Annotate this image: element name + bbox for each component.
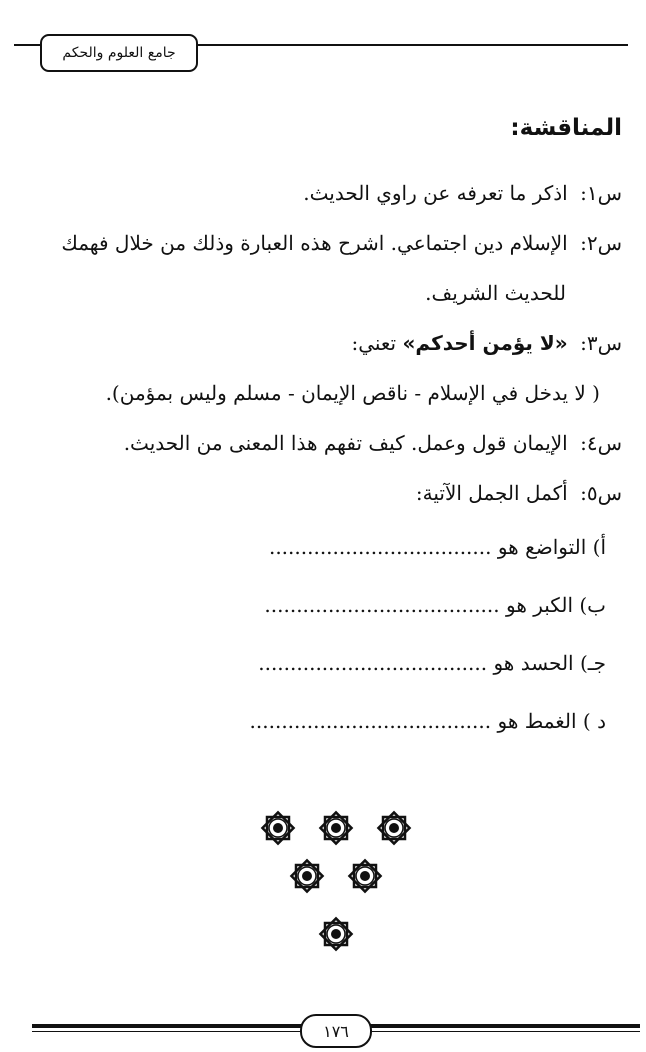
eight-point-star-ornament-icon (287, 856, 327, 896)
book-title: جامع العلوم والحكم (62, 45, 176, 61)
section-heading: المناقشة: (510, 115, 622, 141)
fill-in-blank: ..................................... (264, 593, 500, 617)
fill-in-item (22, 576, 622, 634)
question-4 (22, 418, 622, 468)
eight-point-star-ornament-icon (374, 808, 414, 848)
question-quote: «لا يؤمن أحدكم» (402, 331, 568, 355)
question-text: اذكر ما تعرفه عن راوي الحديث. (303, 181, 568, 205)
fill-in-blank: ...................................... (249, 709, 492, 733)
question-text: الإسلام دين اجتماعي. اشرح هذه العبارة وذلك من خلال فهمك (61, 231, 568, 255)
choices-text: ( لا يدخل في الإسلام - ناقص الإيمان - مسلم وليس بمؤمن). (105, 381, 600, 405)
question-3 (22, 318, 622, 368)
question-number: س٤: (580, 431, 622, 455)
question-number: س٥: (580, 481, 622, 505)
question-3-choices (22, 368, 622, 418)
question-1 (22, 168, 622, 218)
eight-point-star-ornament-icon (316, 914, 356, 954)
book-title-badge (40, 34, 198, 72)
page-number: ١٧٦ (323, 1021, 349, 1041)
fill-in-label: أ) التواضع هو (497, 535, 606, 559)
fill-in-label: جـ) الحسد هو (493, 651, 606, 675)
question-5 (22, 468, 622, 518)
question-number: س١: (580, 181, 622, 205)
ornament-cluster (0, 808, 646, 958)
question-text: أكمل الجمل الآتية: (415, 481, 568, 505)
fill-in-item (22, 518, 622, 576)
question-2 (22, 218, 622, 268)
fill-in-blank: .................................... (258, 651, 488, 675)
fill-in-item (22, 634, 622, 692)
page-number-badge (300, 1014, 372, 1048)
question-2-continuation (22, 268, 622, 318)
question-text: تعني: (351, 331, 397, 355)
fill-in-blank: ................................... (268, 535, 492, 559)
question-text: الإيمان قول وعمل. كيف تفهم هذا المعنى من الحديث. (123, 431, 568, 455)
discussion-section (22, 108, 622, 750)
fill-in-item (22, 692, 622, 750)
question-number: س٣: (580, 331, 622, 355)
eight-point-star-ornament-icon (258, 808, 298, 848)
question-text: للحديث الشريف. (425, 281, 566, 305)
fill-in-label: د ) الغمط هو (497, 709, 606, 733)
eight-point-star-ornament-icon (345, 856, 385, 896)
fill-in-label: ب) الكبر هو (506, 593, 606, 617)
eight-point-star-ornament-icon (316, 808, 356, 848)
question-number: س٢: (580, 231, 622, 255)
